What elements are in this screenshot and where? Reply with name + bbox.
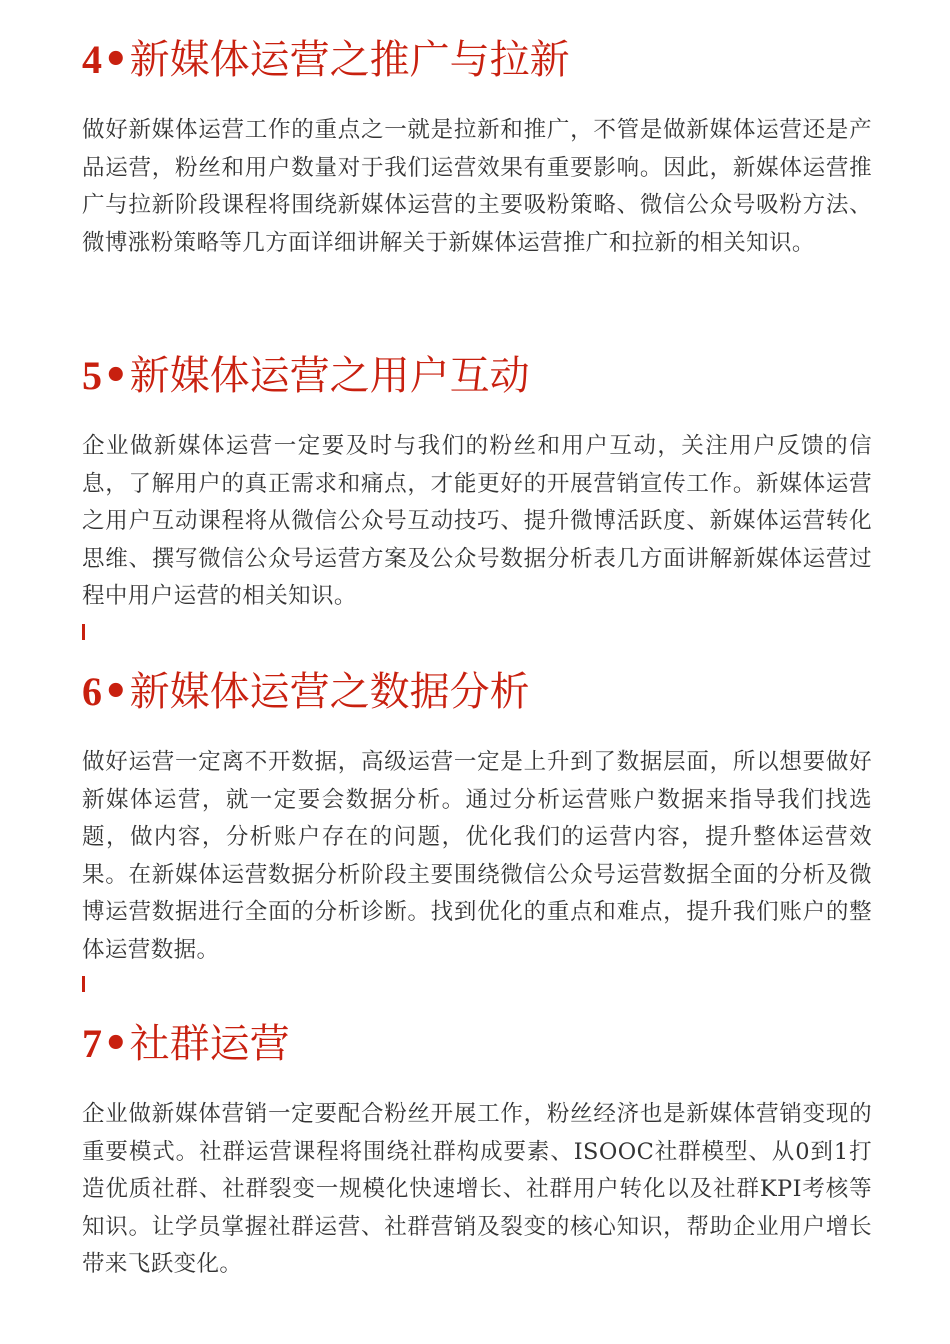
section-number: 5 xyxy=(82,353,102,398)
section-divider-mark xyxy=(82,976,85,992)
bullet-dot: • xyxy=(103,1021,129,1067)
section-heading xyxy=(82,36,872,84)
section-4 xyxy=(82,36,872,262)
bullet-dot: • xyxy=(103,353,129,399)
section-title: 新媒体运营之数据分析 xyxy=(129,669,530,715)
section-number: 4 xyxy=(82,37,102,82)
section-title: 新媒体运营之用户互动 xyxy=(129,353,530,399)
section-title: 新媒体运营之推广与拉新 xyxy=(129,37,570,83)
section-body: 企业做新媒体营销一定要配合粉丝开展工作，粉丝经济也是新媒体营销变现的重要模式。社群运营课程将围绕社群构成要素、ISOOC社群模型、从0到1打造优质社群、社群裂变一规模化快速增长、社群用户转化以及社群KPI考核等知识。让学员掌握社群运营、社群营销及裂变的核心知识，帮助企业用户增长带来飞跃变化。 xyxy=(82,1101,872,1277)
section-number: 7 xyxy=(82,1021,102,1066)
section-heading xyxy=(82,668,872,716)
section-6 xyxy=(82,668,872,969)
section-body: 做好新媒体运营工作的重点之一就是拉新和推广，不管是做新媒体运营还是产品运营，粉丝和用户数量对于我们运营效果有重要影响。因此，新媒体运营推广与拉新阶段课程将围绕新媒体运营的主要吸粉策略、微信公众号吸粉方法、微博涨粉策略等几方面详细讲解关于新媒体运营推广和拉新的相关知识。 xyxy=(82,117,872,256)
section-5 xyxy=(82,352,872,616)
section-heading xyxy=(82,352,872,400)
section-heading xyxy=(82,1020,872,1068)
section-7 xyxy=(82,1020,872,1284)
section-body: 企业做新媒体运营一定要及时与我们的粉丝和用户互动，关注用户反馈的信息，了解用户的真正需求和痛点，才能更好的开展营销宣传工作。新媒体运营之用户互动课程将从微信公众号互动技巧、提升微博活跃度、新媒体运营转化思维、撰写微信公众号运营方案及公众号数据分析表几方面讲解新媒体运营过程中用户运营的相关知识。 xyxy=(82,433,872,609)
bullet-dot: • xyxy=(103,669,129,715)
section-body: 做好运营一定离不开数据，高级运营一定是上升到了数据层面，所以想要做好新媒体运营，就一定要会数据分析。通过分析运营账户数据来指导我们找选题，做内容，分析账户存在的问题，优化我们的运营内容，提升整体运营效果。在新媒体运营数据分析阶段主要围绕微信公众号运营数据全面的分析及微博运营数据进行全面的分析诊断。找到优化的重点和难点，提升我们账户的整体运营数据。 xyxy=(82,749,872,963)
bullet-dot: • xyxy=(103,37,129,83)
section-number: 6 xyxy=(82,669,102,714)
section-title: 社群运营 xyxy=(129,1021,290,1067)
section-divider-mark xyxy=(82,624,85,640)
